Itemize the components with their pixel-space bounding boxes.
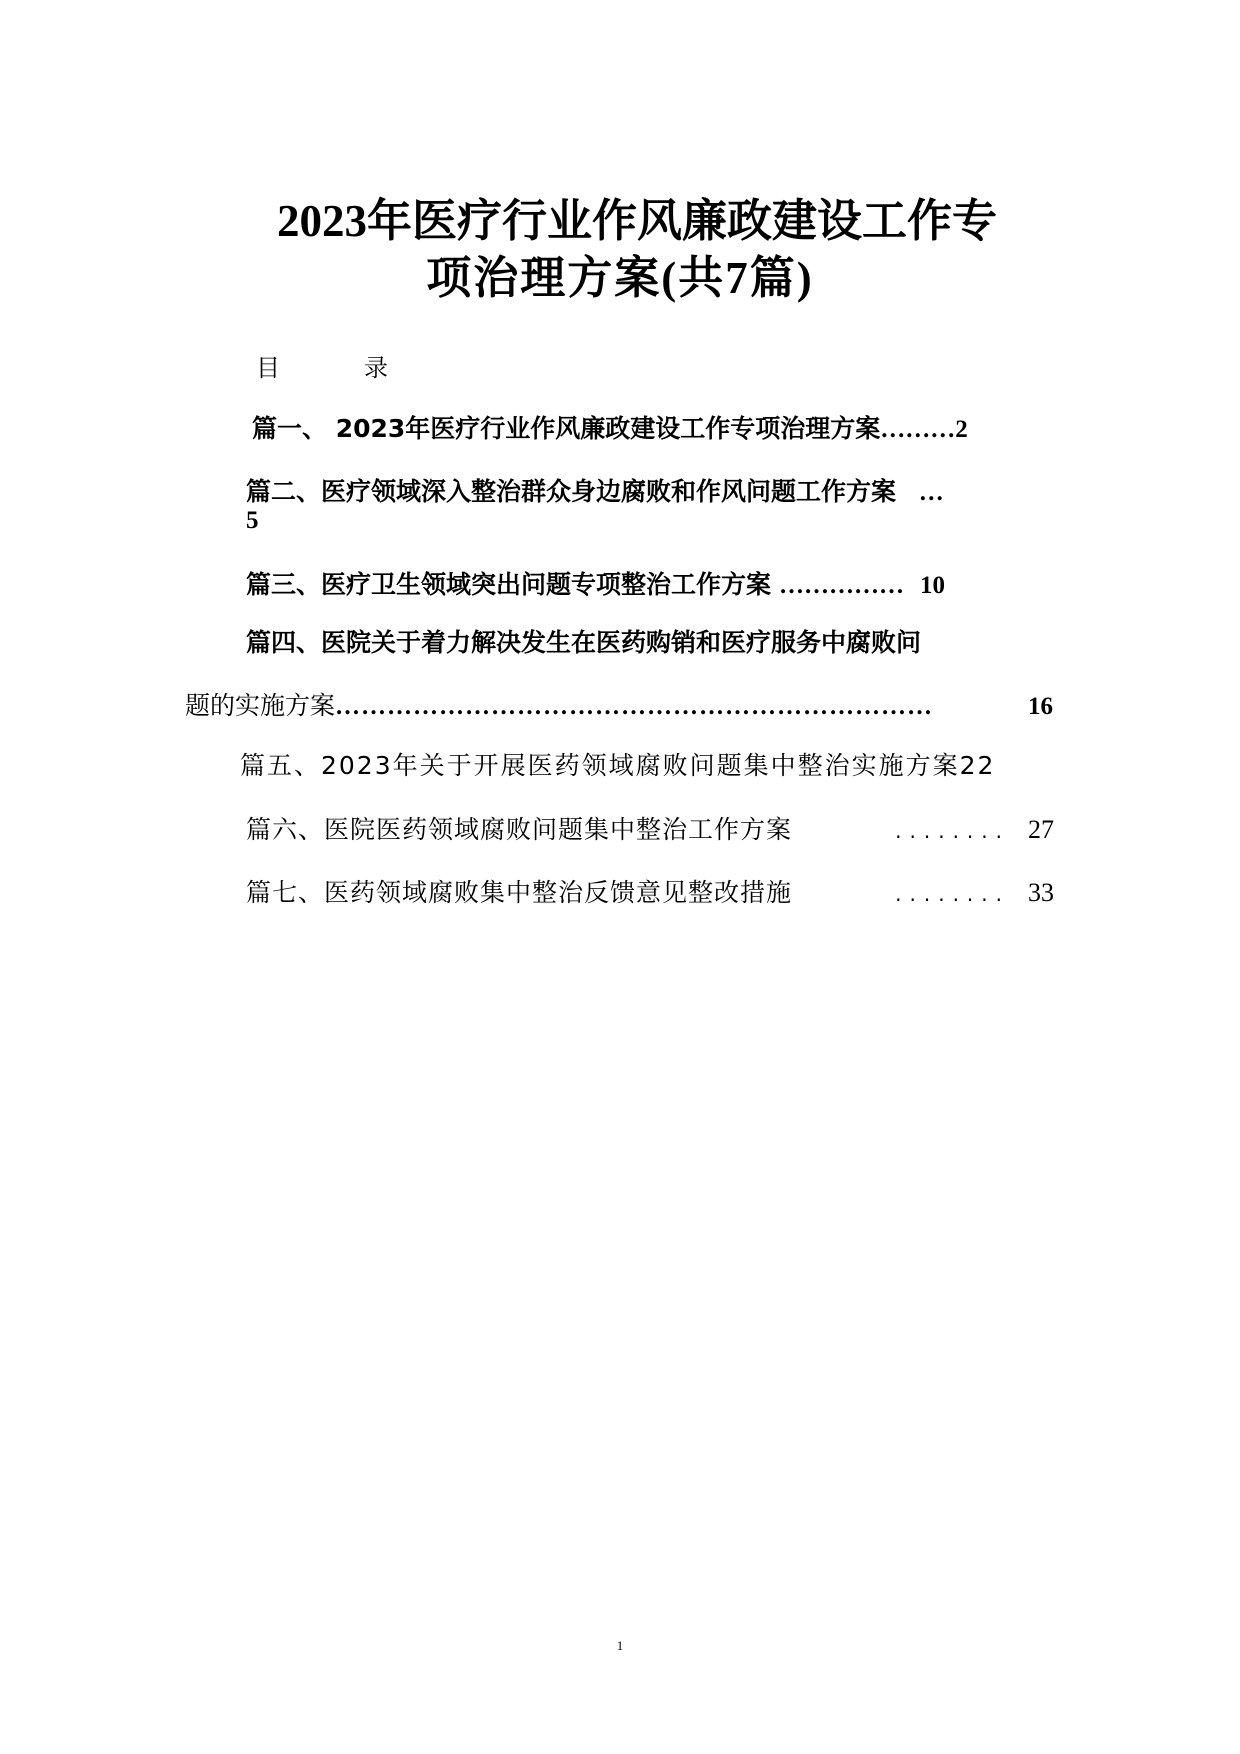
toc-heading: 目 录	[256, 354, 418, 382]
toc-entry-5[interactable]	[240, 746, 995, 782]
toc-entry-2[interactable]	[246, 472, 1036, 508]
toc-entry-page: 2	[955, 416, 968, 443]
toc-entry-1[interactable]	[252, 409, 1052, 445]
toc-entry-4-continued[interactable]	[185, 686, 1053, 722]
toc-entry-7[interactable]	[246, 873, 1054, 909]
toc-entry-page: 27	[1028, 815, 1054, 844]
toc-entry-6[interactable]	[246, 810, 1054, 846]
toc-entry-3[interactable]	[246, 565, 1054, 601]
toc-entry-label: 篇二、医疗领域深入整治群众身边腐败和作风问题工作方案	[246, 477, 897, 506]
toc-entry-page: 33	[1028, 878, 1054, 907]
toc-entry-label: 篇七、医药领域腐败集中整治反馈意见整改措施	[246, 878, 793, 907]
toc-entry-page: 10	[920, 572, 946, 599]
toc-entry-page: 22	[959, 751, 996, 780]
toc-entry-label: 篇六、医院医药领域腐败问题集中整治工作方案	[246, 815, 793, 844]
document-title-line-2: 项治理方案(共7篇)	[426, 253, 814, 303]
toc-entry-leader: ………	[880, 416, 956, 443]
toc-entry-leader: ........	[895, 882, 1010, 906]
toc-entry-label-line-2: 题的实施方案	[185, 691, 336, 720]
toc-entry-label-line-1: 篇四、医院关于着力解决发生在医药购销和医疗服务中腐败问	[246, 628, 922, 657]
toc-entry-leader: ……………………………………………………………	[335, 693, 934, 720]
document-title-line-1: 2023年医疗行业作风廉政建设工作专	[276, 196, 997, 246]
page-number: 1	[616, 1638, 624, 1653]
toc-entry-leader: ……………	[779, 572, 905, 599]
toc-entry-label: 篇五、2023年关于开展医药领域腐败问题集中整治实施方案	[240, 751, 960, 780]
toc-entry-leader: ........	[895, 819, 1010, 843]
toc-entry-2-page: 5	[246, 507, 259, 534]
toc-entry-label: 篇三、医疗卫生领域突出问题专项整治工作方案	[246, 570, 772, 599]
toc-entry-label: 篇一、 2023年医疗行业作风廉政建设工作专项治理方案	[252, 414, 881, 443]
toc-entry-page: 16	[1028, 693, 1053, 720]
toc-entry-leader: …	[918, 479, 944, 506]
toc-entry-4[interactable]	[246, 623, 921, 659]
